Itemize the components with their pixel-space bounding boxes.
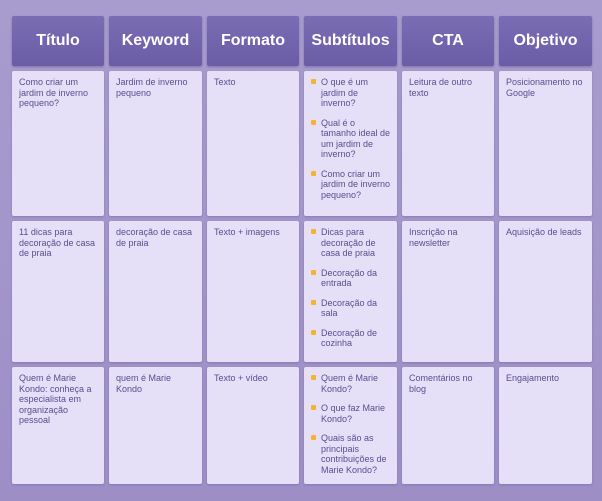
cell-objetivo: Posicionamento no Google bbox=[499, 71, 592, 216]
cell-keyword: quem é Marie Kondo bbox=[109, 367, 202, 484]
header-titulo: Título bbox=[12, 16, 104, 66]
subtitle-text: Decoração de cozinha bbox=[321, 327, 378, 348]
subtitle-item bbox=[311, 298, 391, 319]
subtitle-list bbox=[311, 77, 391, 200]
header-formato: Formato bbox=[207, 16, 299, 66]
subtitle-list bbox=[311, 373, 391, 475]
subtitle-item bbox=[311, 403, 391, 424]
cell-subtitulos bbox=[304, 221, 397, 362]
cell-titulo: 11 dicas para decoração de casa de praia bbox=[12, 221, 104, 362]
bullet-icon bbox=[311, 79, 316, 84]
cell-keyword: decoração de casa de praia bbox=[109, 221, 202, 362]
subtitle-text: Dicas para decoração de casa de praia bbox=[321, 227, 376, 258]
subtitle-item bbox=[311, 328, 391, 349]
cell-cta: Leitura de outro texto bbox=[402, 71, 494, 216]
subtitle-text: Decoração da entrada bbox=[321, 267, 378, 288]
cell-cta: Comentários no blog bbox=[402, 367, 494, 484]
bullet-icon bbox=[311, 171, 316, 176]
header-objetivo: Objetivo bbox=[499, 16, 592, 66]
cell-titulo: Como criar um jardim de inverno pequeno? bbox=[12, 71, 104, 216]
subtitle-text: Decoração da sala bbox=[321, 297, 378, 318]
content-plan-table bbox=[12, 16, 592, 484]
subtitle-item bbox=[311, 118, 391, 160]
subtitle-text: Quem é Marie Kondo? bbox=[321, 373, 379, 394]
bullet-icon bbox=[311, 330, 316, 335]
subtitle-list bbox=[311, 227, 391, 349]
header-subtitulos: Subtítulos bbox=[304, 16, 397, 66]
subtitle-item bbox=[311, 169, 391, 201]
bullet-icon bbox=[311, 435, 316, 440]
header-keyword: Keyword bbox=[109, 16, 202, 66]
subtitle-item bbox=[311, 373, 391, 394]
subtitle-item bbox=[311, 227, 391, 259]
bullet-icon bbox=[311, 405, 316, 410]
cell-subtitulos bbox=[304, 71, 397, 216]
cell-subtitulos bbox=[304, 367, 397, 484]
cell-formato: Texto bbox=[207, 71, 299, 216]
subtitle-text: Como criar um jardim de inverno pequeno? bbox=[321, 168, 391, 200]
cell-cta: Inscrição na newsletter bbox=[402, 221, 494, 362]
subtitle-item bbox=[311, 77, 391, 109]
cell-formato: Texto + imagens bbox=[207, 221, 299, 362]
bullet-icon bbox=[311, 300, 316, 305]
cell-formato: Texto + vídeo bbox=[207, 367, 299, 484]
subtitle-text: Qual é o tamanho ideal de um jardim de inverno? bbox=[321, 117, 391, 159]
subtitle-item bbox=[311, 433, 391, 475]
subtitle-text: Quais são as principais contribuições de Marie Kondo? bbox=[321, 433, 387, 475]
cell-objetivo: Aquisição de leads bbox=[499, 221, 592, 362]
cell-titulo: Quem é Marie Kondo: conheça a especialista em organização pessoal bbox=[12, 367, 104, 484]
subtitle-item bbox=[311, 268, 391, 289]
subtitle-text: O que faz Marie Kondo? bbox=[321, 403, 386, 424]
header-cta: CTA bbox=[402, 16, 494, 66]
bullet-icon bbox=[311, 375, 316, 380]
cell-objetivo: Engajamento bbox=[499, 367, 592, 484]
cell-keyword: Jardim de inverno pequeno bbox=[109, 71, 202, 216]
bullet-icon bbox=[311, 229, 316, 234]
bullet-icon bbox=[311, 270, 316, 275]
bullet-icon bbox=[311, 120, 316, 125]
subtitle-text: O que é um jardim de inverno? bbox=[321, 77, 369, 108]
